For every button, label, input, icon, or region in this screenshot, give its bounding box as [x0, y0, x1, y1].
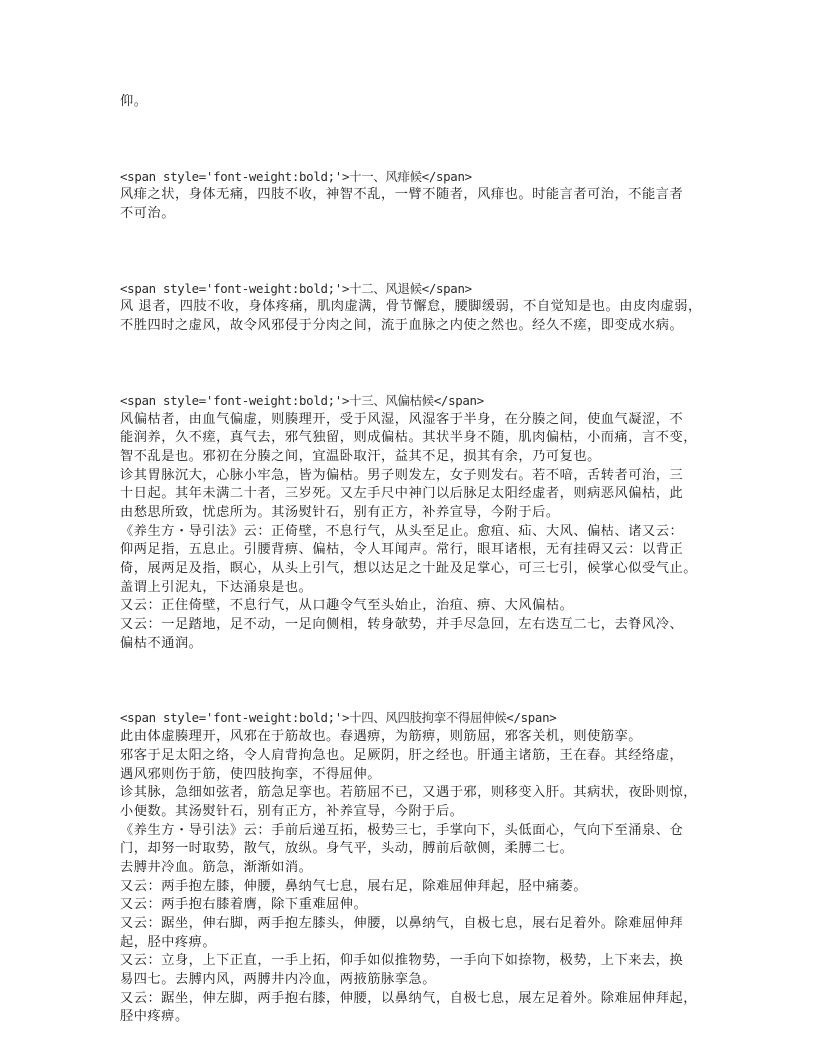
section-feng-fei [120, 168, 702, 224]
text-line: 又云：两手抱左膝，伸腰，鼻纳气七息，展右足，除难屈伸拜起，胫中痛萎。 [120, 878, 588, 894]
text-line: 又云：一足踏地，足不动，一足向侧相，转身欹势，并手尽急回，左右迭互二七，去脊风冷、 [120, 617, 684, 633]
text-line: 又云：踞坐，伸右脚，两手抱左膝头，伸腰，以鼻纳气，自极七息，展右足着外。除难屈伸拜 [120, 916, 684, 931]
section-body [120, 298, 702, 335]
section-spacer [120, 112, 702, 168]
section-body [120, 728, 702, 1027]
text-line: 能润养，久不瘥，真气去，邪气独留，则成偏枯。其状半身不随，肌肉偏枯，小而痛，言不变， [120, 430, 697, 446]
text-line: 此由体虚腠理开，风邪在于筋故也。春遇痹，为筋痹，则筋屈，邪客关机，则使筋挛。 [120, 729, 643, 745]
text-line: 诊其脉，急细如弦者，筋急足挛也。若筋屈不已，又遇于邪，则移变入肝。其病状，夜卧则惊， [120, 785, 697, 801]
lead-fragment: 仰。 [120, 94, 148, 109]
section-feng-tui [120, 280, 702, 336]
text-line: 不可治。 [120, 206, 175, 222]
section-spacer [120, 653, 702, 709]
text-line: 盖谓上引泥丸，下达涌泉是也。 [120, 579, 313, 595]
text-line: 仰两足指，五息止。引腰背痹、偏枯，令人耳闻声。常行，眼耳诸根，无有挂碍又云：以背正 [120, 542, 684, 558]
text-line: 偏枯不通润。 [120, 635, 203, 651]
text-line: 门，却努一时取势，散气，放纵。身气平，头动，膊前后欹侧，柔膊二七。 [120, 841, 574, 857]
text-line: 邪客于足太阳之络，令人肩背拘急也。足厥阴，肝之经也。肝通主诸筋，王在春。其经络虚， [120, 747, 684, 763]
text-line: 又云：踞坐，伸左脚，两手抱右膝，伸腰，以鼻纳气，自极七息，展左足着外。除难屈伸拜起， [120, 990, 697, 1006]
section-body [120, 411, 702, 654]
section-spacer [120, 336, 702, 392]
text-line: 风 退者，四肢不收，身体疼痛，肌肉虚满，骨节懈怠，腰脚缓弱，不自觉知是也。由皮肉虚弱， [120, 299, 702, 315]
section-spacer [120, 224, 702, 280]
text-line: 十日起。其年未满二十者，三岁死。又左手尺中神门以后脉足太阳经虚者，则病恶风偏枯，此 [120, 486, 684, 502]
text-line: 胫中疼痹。 [120, 1009, 189, 1025]
section-feng-pian-ku [120, 392, 702, 654]
section-heading: <span style='font-weight:bold;'>十四、风四肢拘挛不得屈伸候</span> [120, 710, 557, 726]
text-line: 又云：两手抱右膝着膺，除下重难屈伸。 [120, 897, 368, 913]
text-line: 风痱之状，身体无痛，四肢不收，神智不乱，一臂不随者，风痱也。时能言者可治，不能言者 [120, 187, 684, 203]
text-line: 又云：立身，上下正直，一手上拓，仰手如似推物势，一手向下如捺物，极势，上下来去，换 [120, 953, 684, 969]
text-line: 去膊井冷血。筋急，渐渐如消。 [120, 859, 313, 875]
text-line: 又云：正住倚壁，不息行气，从口趣令气至头始止，治疽、痹、大风偏枯。 [120, 598, 574, 614]
text-line: 易四七。去膊内风，两膊井内冷血，两掖筋脉挛急。 [120, 972, 436, 988]
text-line: 倚，展两足及指，瞑心，从头上引气，想以达足之十趾及足掌心，可三七引，候掌心似受气止。 [120, 561, 697, 576]
section-feng-si-zhi-ju-luan [120, 709, 702, 1027]
text-line: 起，胫中疼痹。 [120, 934, 217, 950]
text-line: 由愁思所致，忧虑所为。其汤熨针石，别有正方，补养宣导，今附于后。 [120, 504, 560, 520]
text-line: 《养生方・导引法》云：正倚壁，不息行气，从头至足止。愈疽、疝、大风、偏枯、诸又云： [120, 523, 684, 539]
text-line: 小便数。其汤熨针石，别有正方，补养宣导，今附于后。 [120, 803, 464, 819]
text-line: 不胜四时之虚风，故令风邪侵于分肉之间，流于血脉之内使之然也。经久不瘥，即变成水病。 [120, 318, 684, 334]
text-line: 诊其胃脉沉大，心脉小牢急，皆为偏枯。男子则发左，女子则发右。若不喑，舌转者可治，三 [120, 467, 684, 483]
document-page [120, 93, 702, 1027]
text-line: 智不乱是也。邪初在分腠之间，宜温卧取汗，益其不足，损其有余，乃可复也。 [120, 448, 601, 464]
section-heading: <span style='font-weight:bold;'>十三、风偏枯候</span> [120, 392, 484, 408]
section-heading: <span style='font-weight:bold;'>十二、风退候</span> [120, 280, 472, 296]
section-body [120, 186, 702, 223]
text-line: 《养生方・导引法》云：手前后递互拓，极势三七，手掌向下，头低面心，气向下至涌泉、仓 [120, 822, 684, 838]
text-line: 遇风邪则伤于筋，使四肢拘挛，不得屈伸。 [120, 766, 382, 782]
text-line: 风偏枯者，由血气偏虚，则腠理开，受于风湿，风湿客于半身，在分腠之间，使血气凝涩，不 [120, 411, 684, 427]
section-heading: <span style='font-weight:bold;'>十一、风痱候</span> [120, 168, 472, 184]
